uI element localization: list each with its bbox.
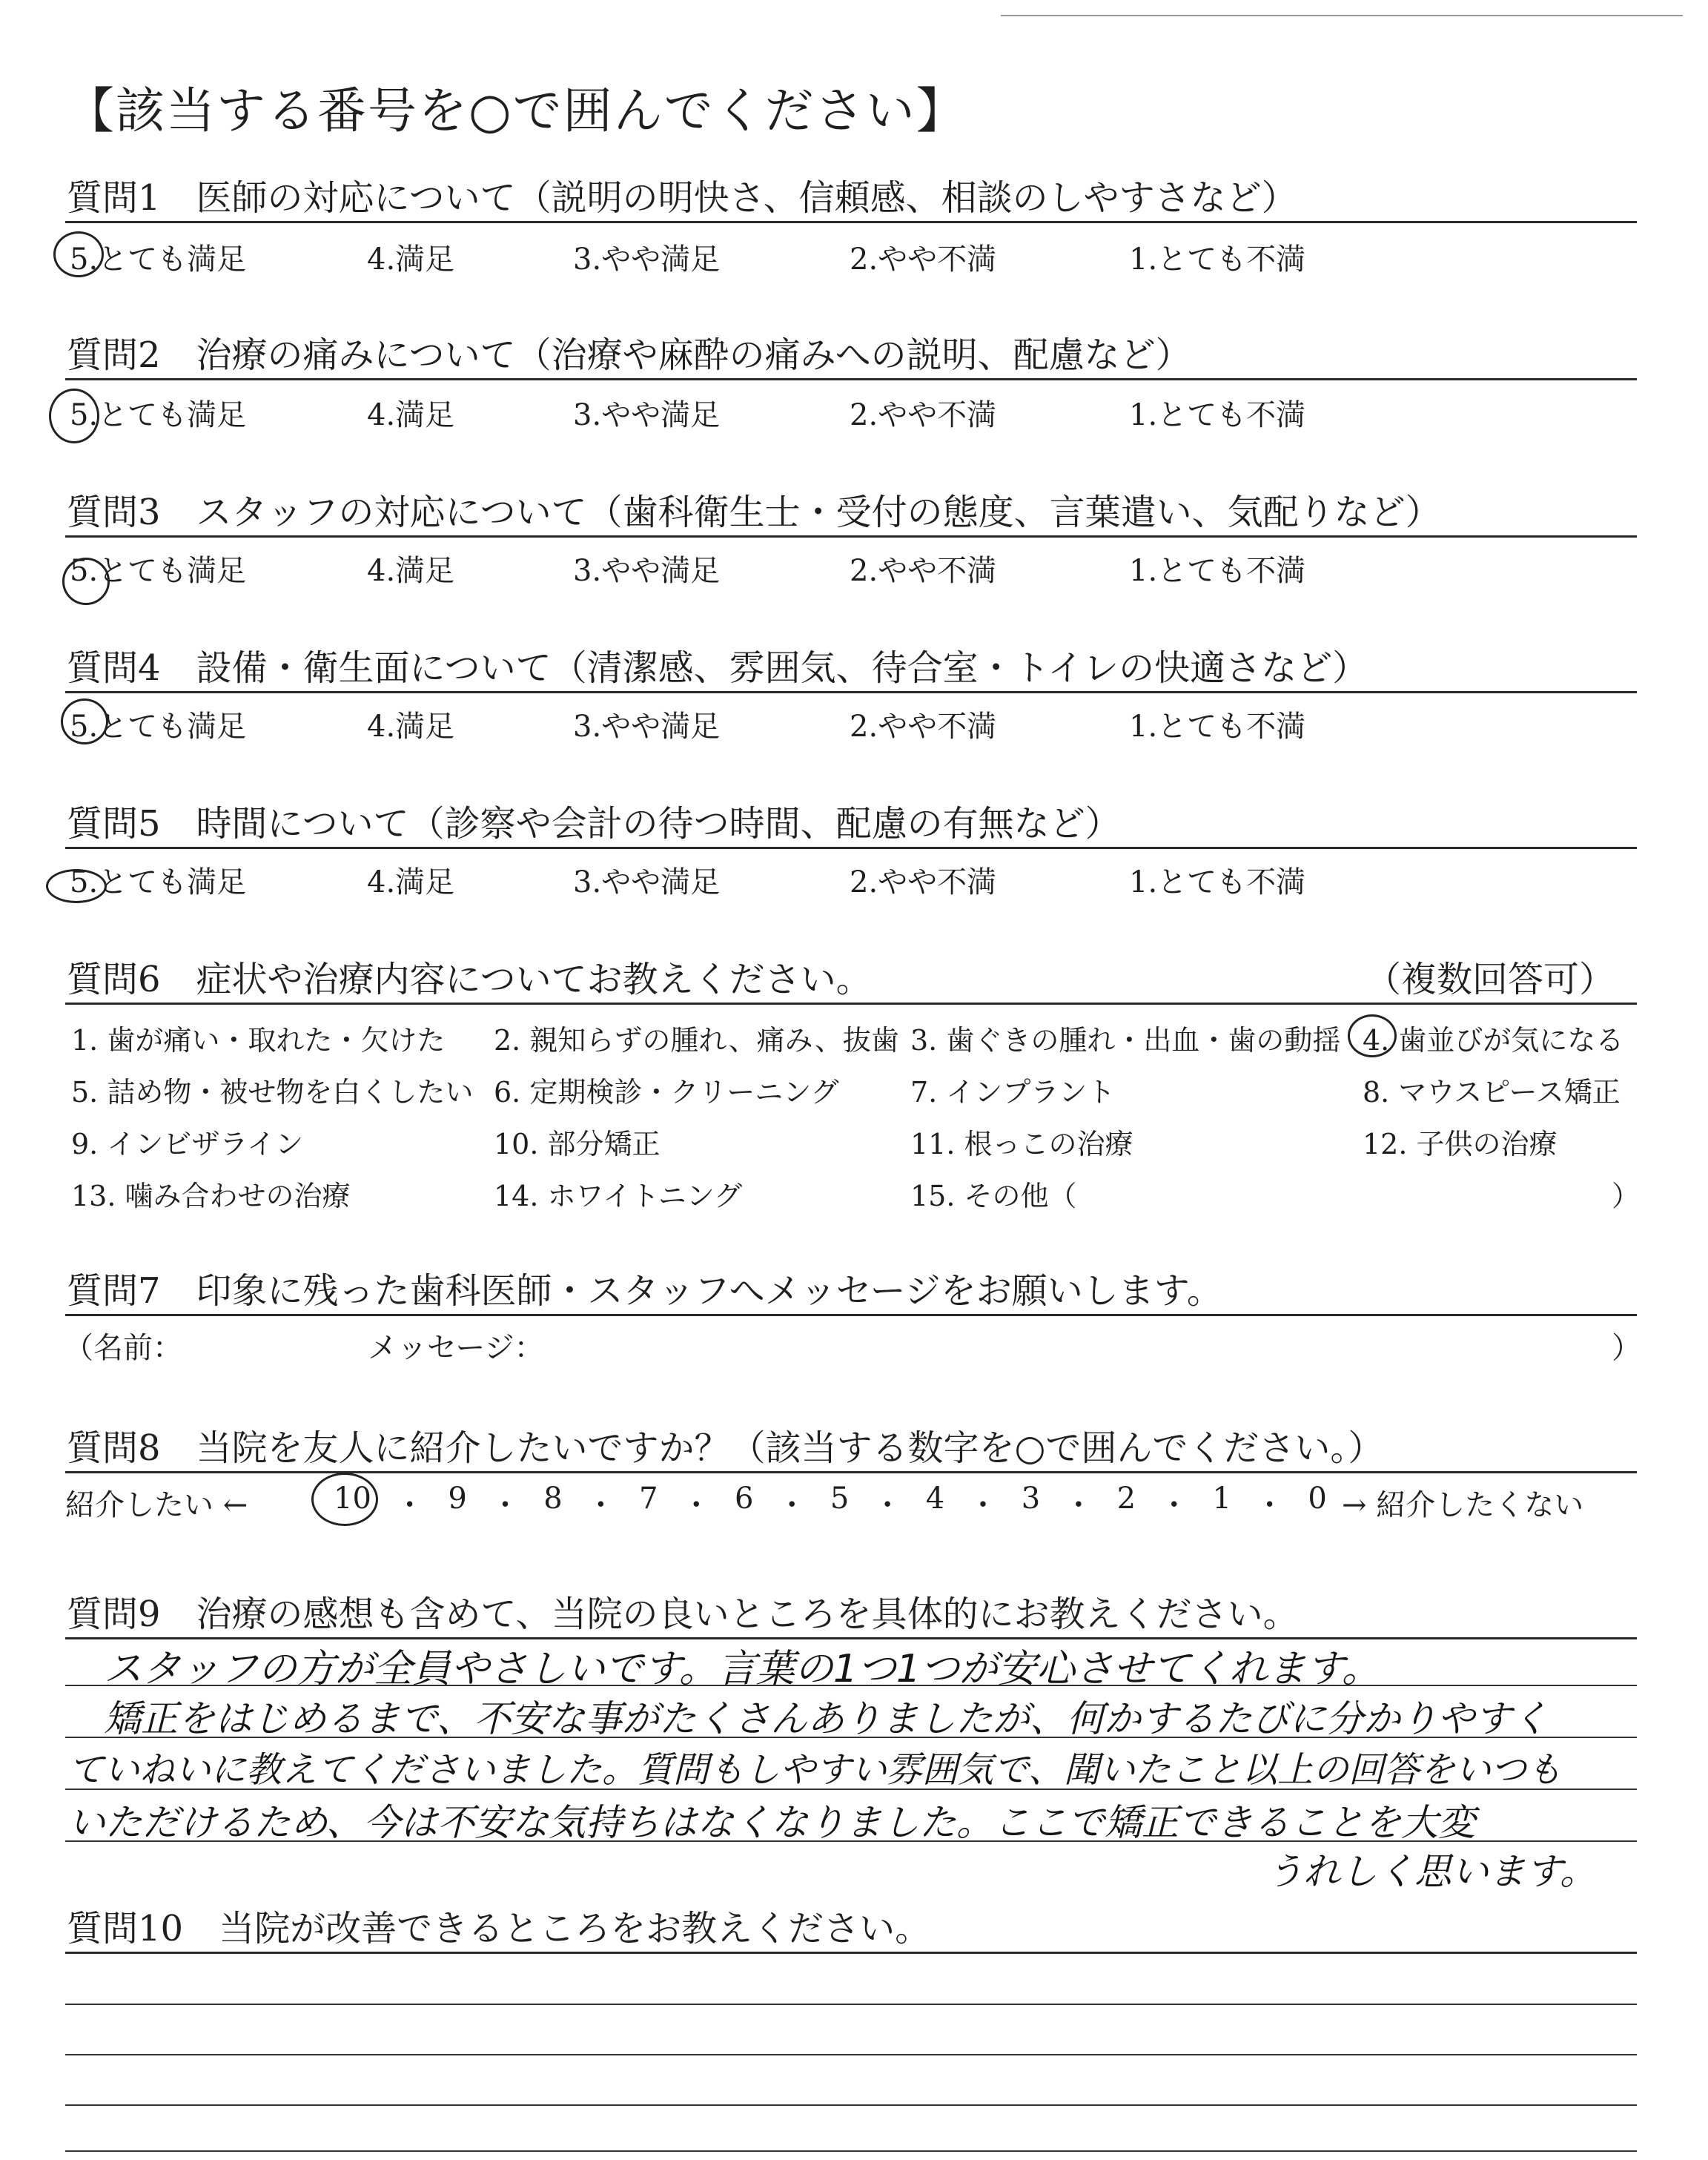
q8-scale-right: → 紹介したくない	[1342, 1488, 1584, 1522]
question-7-rule	[65, 1314, 1637, 1316]
q5-option-2[interactable]: 2.やや不満	[850, 865, 997, 899]
q8-value-10[interactable]: 10	[334, 1482, 371, 1516]
q6-option-1[interactable]: 1. 歯が痛い・取れた・欠けた	[71, 1024, 446, 1057]
q3-option-1[interactable]: 1.とても不満	[1129, 554, 1306, 588]
q6-option-8[interactable]: 8. マウスピース矯正	[1363, 1076, 1621, 1109]
question-6-note: （複数回答可）	[1366, 959, 1615, 1000]
question-6: 質問6 症状や治療内容についてお教えください。	[67, 959, 872, 1000]
q6-option-15-close: ）	[1612, 1180, 1641, 1212]
q6-option-9[interactable]: 9. インビザライン	[71, 1128, 304, 1160]
q8-value-6[interactable]: 6	[735, 1482, 754, 1516]
q10-answer-line	[65, 2150, 1637, 2152]
page-title: 【該当する番号を○で囲んでください】	[65, 82, 967, 139]
q8-value-2[interactable]: 2	[1116, 1482, 1136, 1516]
q7-name-label: （名前：	[64, 1331, 182, 1365]
q3-selection-circle	[62, 558, 110, 605]
question-2-rule	[65, 378, 1637, 380]
q1-option-1[interactable]: 1.とても不満	[1129, 242, 1306, 277]
q7-close: ）	[1612, 1331, 1641, 1365]
q8-sep: ・	[394, 1488, 425, 1522]
q8-sep: ・	[1254, 1488, 1285, 1522]
q5-option-4[interactable]: 4.満足	[367, 865, 455, 899]
q8-scale-left: 紹介したい ←	[65, 1488, 248, 1522]
q5-option-3[interactable]: 3.やや満足	[573, 865, 721, 899]
q3-option-3[interactable]: 3.やや満足	[573, 554, 721, 588]
q8-selection-circle	[311, 1473, 378, 1526]
q4-selection-circle	[61, 698, 108, 744]
q2-option-5[interactable]: 5.とても満足	[70, 398, 247, 432]
q8-value-1[interactable]: 1	[1212, 1482, 1231, 1516]
q2-option-2[interactable]: 2.やや不満	[850, 398, 997, 432]
q2-selection-circle	[49, 389, 99, 443]
q8-value-7[interactable]: 7	[639, 1482, 658, 1516]
q1-option-4[interactable]: 4.満足	[367, 242, 455, 277]
q6-option-11[interactable]: 11. 根っこの治療	[910, 1128, 1133, 1160]
q8-sep: ・	[1063, 1488, 1093, 1522]
q10-answer-line	[65, 2054, 1637, 2055]
top-rule	[1001, 15, 1683, 16]
q1-option-3[interactable]: 3.やや満足	[573, 242, 721, 277]
q8-value-0[interactable]: 0	[1308, 1482, 1327, 1516]
q8-sep: ・	[586, 1488, 616, 1522]
question-8-rule	[65, 1471, 1637, 1473]
q4-option-3[interactable]: 3.やや満足	[573, 710, 721, 744]
q10-answer-line	[65, 2104, 1637, 2106]
q6-option-2[interactable]: 2. 親知らずの腫れ、痛み、抜歯	[494, 1024, 899, 1057]
q9-answer-line-4: いただけるため、今は不安な気持ちはなくなりました。ここで矯正できることを大変	[68, 1801, 1475, 1844]
question-4: 質問4 設備・衛生面について（清潔感、雰囲気、待合室・トイレの快適さなど）	[67, 647, 1368, 689]
q2-option-4[interactable]: 4.満足	[367, 398, 455, 432]
q6-option-12[interactable]: 12. 子供の治療	[1363, 1128, 1558, 1160]
q4-option-4[interactable]: 4.満足	[367, 710, 455, 744]
q6-option-4[interactable]: 4. 歯並びが気になる	[1363, 1024, 1624, 1057]
q4-option-1[interactable]: 1.とても不満	[1129, 710, 1306, 744]
question-3: 質問3 スタッフの対応について（歯科衛生士・受付の態度、言葉遣い、気配りなど）	[67, 492, 1441, 533]
q8-value-3[interactable]: 3	[1021, 1482, 1041, 1516]
q9-answer-line-5: うれしく思います。	[1266, 1850, 1597, 1893]
q5-selection-circle	[46, 869, 107, 903]
q8-sep: ・	[681, 1488, 712, 1522]
question-7: 質問7 印象に残った歯科医師・スタッフへメッセージをお願いします。	[67, 1270, 1222, 1312]
question-5: 質問5 時間について（診察や会計の待つ時間、配慮の有無など）	[67, 803, 1121, 845]
q9-answer-line-2: 矯正をはじめるまで、不安な事がたくさんありましたが、何かするたびに分かりやすく	[104, 1697, 1549, 1740]
q6-option-7[interactable]: 7. インプラント	[910, 1076, 1116, 1109]
q9-answer-line-1: スタッフの方が全員やさしいです。言葉の1つ1つが安心させてくれます。	[104, 1647, 1380, 1691]
question-10-rule	[65, 1952, 1637, 1954]
q6-selection-circle	[1348, 1014, 1397, 1057]
q4-option-5[interactable]: 5.とても満足	[70, 710, 247, 744]
q8-value-9[interactable]: 9	[448, 1482, 467, 1516]
q6-option-14[interactable]: 14. ホワイトニング	[494, 1180, 743, 1212]
q8-value-8[interactable]: 8	[543, 1482, 563, 1516]
q8-sep: ・	[873, 1488, 903, 1522]
q4-option-2[interactable]: 2.やや不満	[850, 710, 997, 744]
question-4-rule	[65, 691, 1637, 693]
q1-option-5[interactable]: 5.とても満足	[70, 242, 247, 277]
q6-option-13[interactable]: 13. 噛み合わせの治療	[71, 1180, 351, 1212]
q5-option-1[interactable]: 1.とても不満	[1129, 865, 1306, 899]
q6-option-3[interactable]: 3. 歯ぐきの腫れ・出血・歯の動揺	[910, 1024, 1341, 1057]
q9-answer-line-3: ていねいに教えてくださいました。質問もしやすい雰囲気で、聞いたこと以上の回答をいつも	[68, 1749, 1563, 1791]
q6-option-15[interactable]: 15. その他（	[910, 1180, 1077, 1212]
question-10: 質問10 当院が改善できるところをお教えください。	[67, 1908, 931, 1949]
q7-message-label: メッセージ：	[368, 1331, 544, 1365]
q3-option-4[interactable]: 4.満足	[367, 554, 455, 588]
q3-option-5[interactable]: 5.とても満足	[70, 554, 247, 588]
question-5-rule	[65, 847, 1637, 849]
q8-scale	[334, 1482, 1327, 1524]
q8-value-5[interactable]: 5	[830, 1482, 850, 1516]
question-3-rule	[65, 535, 1637, 538]
q1-selection-circle	[53, 231, 104, 277]
q3-option-2[interactable]: 2.やや不満	[850, 554, 997, 588]
q6-option-5[interactable]: 5. 詰め物・被せ物を白くしたい	[71, 1076, 474, 1109]
question-9: 質問9 治療の感想も含めて、当院の良いところを具体的にお教えください。	[67, 1593, 1299, 1635]
q5-option-5[interactable]: 5.とても満足	[70, 865, 247, 899]
q8-sep: ・	[967, 1488, 998, 1522]
question-6-rule	[65, 1003, 1637, 1005]
question-1: 質問1 医師の対応について（説明の明快さ、信頼感、相談のしやすさなど）	[67, 177, 1297, 219]
question-1-rule	[65, 221, 1637, 223]
q1-option-2[interactable]: 2.やや不満	[850, 242, 997, 277]
question-2: 質問2 治療の痛みについて（治療や麻酔の痛みへの説明、配慮など）	[67, 334, 1191, 376]
q8-sep: ・	[490, 1488, 520, 1522]
q2-option-1[interactable]: 1.とても不満	[1129, 398, 1306, 432]
question-8: 質問8 当院を友人に紹介したいですか？（該当する数字を○で囲んでください。）	[67, 1427, 1384, 1469]
q8-sep: ・	[777, 1488, 807, 1522]
q6-option-6[interactable]: 6. 定期検診・クリーニング	[494, 1076, 839, 1109]
q8-value-4[interactable]: 4	[925, 1482, 945, 1516]
q2-option-3[interactable]: 3.やや満足	[573, 398, 721, 432]
q8-sep: ・	[1159, 1488, 1189, 1522]
q10-answer-line	[65, 2004, 1637, 2005]
q6-option-10[interactable]: 10. 部分矯正	[494, 1128, 661, 1160]
